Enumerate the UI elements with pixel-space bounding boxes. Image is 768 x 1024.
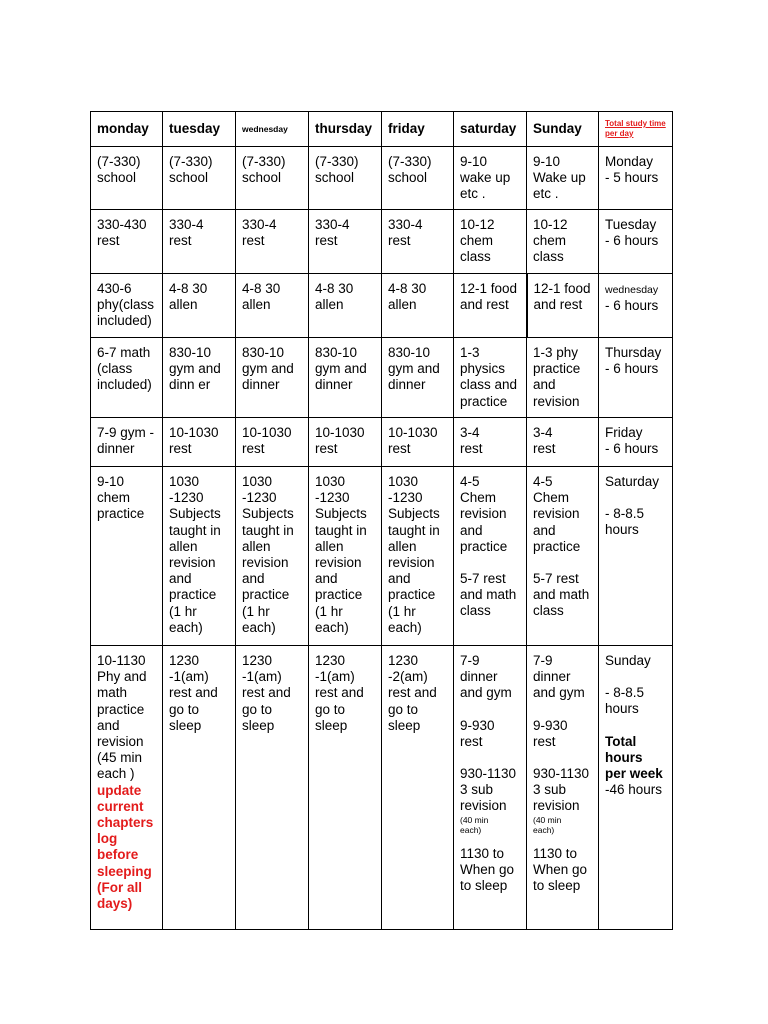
cell-text: 4-5 Chem revision and practice: [460, 474, 508, 554]
cell-text: 330-4 rest: [169, 217, 204, 249]
cell-r4-friday: [382, 338, 454, 418]
table-row: [91, 467, 673, 646]
header-saturday: saturday: [454, 112, 527, 147]
cell-text: 930-1130 3 sub revision: [460, 766, 517, 814]
cell-text: 830-10 gym and dinn er: [169, 345, 221, 393]
cell-text: 10-1130 Phy and math practice and revision (45 min each ): [97, 653, 147, 782]
cell-text: Thursday - 6 hours: [605, 345, 662, 377]
cell-text: 430-6 phy(class included): [97, 281, 155, 329]
cell-text: 1030 -1230 Subjects taught in allen revision and practice (1 hr each): [388, 474, 440, 635]
cell-r7-wednesday: [236, 646, 309, 930]
header-sunday: Sunday: [527, 112, 599, 147]
cell-r1-friday: [382, 147, 454, 210]
cell-text: 330-430 rest: [97, 217, 147, 249]
cell-text: Saturday: [605, 474, 660, 489]
cell-r5-saturday: [454, 418, 527, 467]
cell-text: 4-5 Chem revision and practice: [533, 474, 581, 554]
cell-text: 1230 -2(am) rest and go to sleep: [388, 653, 437, 733]
cell-text: 1030 -1230 Subjects taught in allen revision and practice (1 hr each): [169, 474, 221, 635]
cell-r4-monday: [91, 338, 163, 418]
header-row: [91, 112, 673, 147]
cell-text: Tuesday - 6 hours: [605, 217, 659, 249]
cell-text: 830-10 gym and dinner: [242, 345, 294, 393]
cell-text: 10-1030 rest: [315, 425, 365, 457]
cell-text: 1030 -1230 Subjects taught in allen revision and practice (1 hr each): [242, 474, 294, 635]
total-study-time-note: Total study time per day: [605, 119, 666, 138]
cell-r4-sunday: [527, 338, 599, 418]
cell-r1-sunday: [527, 147, 599, 210]
cell-r3-monday: [91, 274, 163, 338]
cell-text: 3-4 rest: [460, 425, 483, 457]
cell-text-small-day: wednesday: [605, 284, 659, 296]
cell-text: 830-10 gym and dinner: [315, 345, 367, 393]
cell-text: 9-930 rest: [533, 717, 568, 749]
cell-text: 9-10 Wake up etc .: [533, 154, 586, 202]
cell-text: (7-330) school: [169, 154, 213, 186]
cell-text: (7-330) school: [242, 154, 286, 186]
table-row: [91, 418, 673, 467]
cell-text: 6-7 math (class included): [97, 345, 152, 393]
cell-r1-thursday: [309, 147, 382, 210]
cell-text: Sunday: [605, 653, 651, 668]
weekly-total-label: Total hours per week: [605, 733, 663, 782]
cell-r4-thursday: [309, 338, 382, 418]
cell-r2-total: [599, 210, 673, 274]
cell-r3-wednesday: [236, 274, 309, 338]
header-wednesday: [236, 112, 309, 147]
cell-r1-tuesday: [163, 147, 236, 210]
cell-r2-thursday: [309, 210, 382, 274]
cell-text: 4-8 30 allen: [388, 281, 427, 313]
cell-r2-friday: [382, 210, 454, 274]
cell-text: 7-9 dinner and gym: [460, 653, 512, 701]
cell-r6-friday: [382, 467, 454, 646]
cell-small-note: (40 min each): [460, 814, 489, 836]
table-row: [91, 646, 673, 930]
cell-r3-saturday: [454, 274, 527, 338]
cell-r6-total: [599, 467, 673, 646]
cell-text: - 8-8.5 hours: [605, 685, 645, 717]
header-monday: monday: [91, 112, 163, 147]
cell-text: (7-330) school: [315, 154, 359, 186]
cell-r1-saturday: [454, 147, 527, 210]
cell-r7-friday: [382, 646, 454, 930]
cell-r4-wednesday: [236, 338, 309, 418]
cell-text: 930-1130 3 sub revision: [533, 766, 590, 814]
cell-text: 4-8 30 allen: [242, 281, 281, 313]
cell-r7-monday: [91, 646, 163, 930]
cell-r4-tuesday: [163, 338, 236, 418]
cell-text: 9-10 chem practice: [97, 474, 145, 522]
cell-text: 1230 -1(am) rest and go to sleep: [169, 653, 218, 733]
cell-r7-sunday: [527, 646, 599, 930]
header-thursday: thursday: [309, 112, 382, 147]
cell-text: 10-1030 rest: [169, 425, 219, 457]
cell-r5-total: [599, 418, 673, 467]
cell-r5-sunday: [527, 418, 599, 467]
cell-r4-saturday: [454, 338, 527, 418]
cell-r6-monday: [91, 467, 163, 646]
cell-text: 330-4 rest: [242, 217, 277, 249]
cell-r6-wednesday: [236, 467, 309, 646]
cell-r7-saturday: [454, 646, 527, 930]
cell-r3-tuesday: [163, 274, 236, 338]
cell-text: (7-330) school: [388, 154, 432, 186]
cell-text: 12-1 food and rest: [533, 281, 591, 313]
cell-text: 10-1030 rest: [388, 425, 438, 457]
cell-r5-monday: [91, 418, 163, 467]
cell-r2-wednesday: [236, 210, 309, 274]
reminder-note: update current chapters log before sleeping (For all days): [97, 782, 154, 912]
cell-text: 1-3 phy practice and revision: [533, 345, 581, 409]
cell-r5-friday: [382, 418, 454, 467]
cell-text: 1030 -1230 Subjects taught in allen revision and practice (1 hr each): [315, 474, 367, 635]
table-row: [91, 210, 673, 274]
cell-r3-thursday: [309, 274, 382, 338]
cell-r6-tuesday: [163, 467, 236, 646]
cell-text: - 8-8.5 hours: [605, 506, 645, 538]
cell-text: 4-8 30 allen: [315, 281, 354, 313]
cell-r3-total: [599, 274, 673, 338]
study-timetable: [90, 111, 673, 930]
cell-text: 10-12 chem class: [533, 217, 568, 265]
cell-r6-thursday: [309, 467, 382, 646]
cell-r2-saturday: [454, 210, 527, 274]
cell-r2-monday: [91, 210, 163, 274]
cell-text: 330-4 rest: [388, 217, 423, 249]
cell-text: Friday - 6 hours: [605, 425, 659, 457]
cell-text: 1130 to When go to sleep: [460, 845, 515, 894]
table-row: [91, 147, 673, 210]
weekly-total-value: -46 hours: [605, 782, 663, 798]
timetable-sheet: [90, 111, 672, 929]
cell-text: 10-1030 rest: [242, 425, 292, 457]
cell-text: 7-9 gym - dinner: [97, 425, 155, 457]
cell-text: 5-7 rest and math class: [460, 571, 517, 619]
cell-r1-wednesday: [236, 147, 309, 210]
cell-text: 5-7 rest and math class: [533, 571, 590, 619]
cell-text: 3-4 rest: [533, 425, 556, 457]
cell-text: 1230 -1(am) rest and go to sleep: [242, 653, 291, 733]
cell-text: Monday - 5 hours: [605, 154, 659, 186]
header-tuesday: tuesday: [163, 112, 236, 147]
cell-text: 1130 to When go to sleep: [533, 845, 588, 894]
cell-r7-thursday: [309, 646, 382, 930]
cell-r1-total: [599, 147, 673, 210]
cell-r2-tuesday: [163, 210, 236, 274]
cell-text: 9-930 rest: [460, 717, 495, 749]
cell-text: 830-10 gym and dinner: [388, 345, 440, 393]
cell-text: - 6 hours: [605, 298, 659, 314]
cell-r5-tuesday: [163, 418, 236, 467]
cell-text: 4-8 30 allen: [169, 281, 208, 313]
cell-r2-sunday: [527, 210, 599, 274]
cell-r6-sunday: [527, 467, 599, 646]
cell-small-note: (40 min each): [533, 814, 562, 836]
cell-r1-monday: [91, 147, 163, 210]
cell-text: 1230 -1(am) rest and go to sleep: [315, 653, 364, 733]
cell-text: 12-1 food and rest: [460, 281, 518, 313]
table-row: [91, 338, 673, 418]
cell-r5-thursday: [309, 418, 382, 467]
cell-r3-friday: [382, 274, 454, 338]
cell-text: (7-330) school: [97, 154, 141, 186]
cell-r3-sunday: [527, 274, 599, 338]
cell-r4-total: [599, 338, 673, 418]
cell-text: 330-4 rest: [315, 217, 350, 249]
cell-text: 1-3 physics class and practice: [460, 345, 518, 409]
header-friday: friday: [382, 112, 454, 147]
header-total-study-time: [599, 112, 673, 147]
header-wednesday-label: wednesday: [242, 124, 288, 135]
cell-r5-wednesday: [236, 418, 309, 467]
cell-r7-tuesday: [163, 646, 236, 930]
cell-text: 9-10 wake up etc .: [460, 154, 511, 202]
cell-text: 10-12 chem class: [460, 217, 495, 265]
cell-r6-saturday: [454, 467, 527, 646]
cell-r7-total: [599, 646, 673, 930]
cell-text: 7-9 dinner and gym: [533, 653, 585, 701]
table-row: [91, 274, 673, 338]
